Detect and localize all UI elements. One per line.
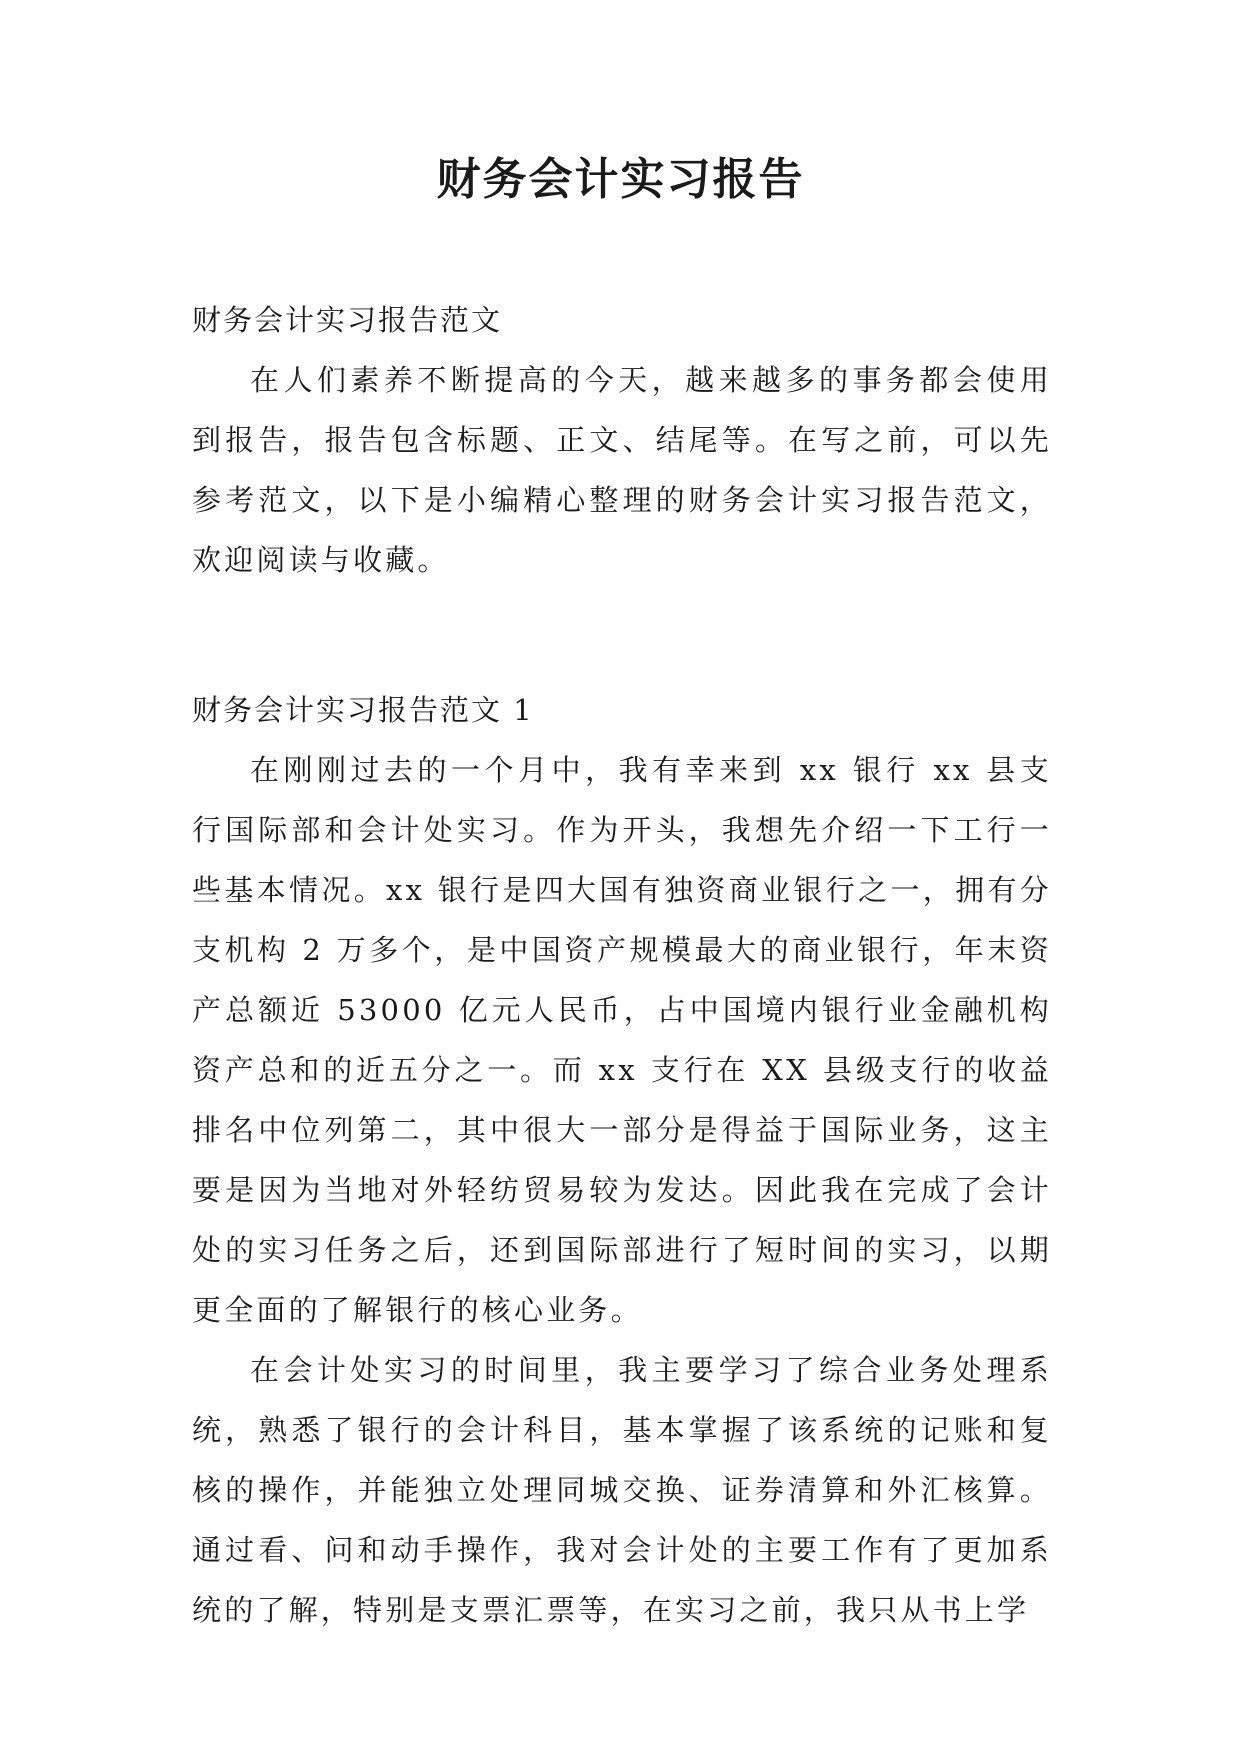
section1-paragraph-2: 在会计处实习的时间里，我主要学习了综合业务处理系统，熟悉了银行的会计科目，基本掌握了该系统的记账和复核的操作，并能独立处理同城交换、证券清算和外汇核算。通过看、问和动手操作，我对会计处的主要工作有了更加系统的了解，特别是支票汇票等，在实习之前，我只从书上学 (192, 1353, 1052, 1627)
section-spacer (192, 590, 1052, 680)
section1-paragraph-1: 在刚刚过去的一个月中，我有幸来到 xx 银行 xx 县支行国际部和会计处实习。作为开头，我想先介绍一下工行一些基本情况。xx 银行是四大国有独资商业银行之一，拥有分支机构 2 万多个，是中国资产规模最大的商业银行，年末资产总额近 53000 亿元人民币，占中国境内银行业金融机构资产总和的近五分之一。而 xx 支行在 XX 县级支行的收益排名中位列第二，其中很大一部分是得益于国际业务，这主要是因为当地对外轻纺贸易较为发达。因此我在完成了会计处的实习任务之后，还到国际部进行了短时间的实习，以期更全面的了解银行的核心业务。 (192, 753, 1052, 1327)
intro-heading: 财务会计实习报告范文 (192, 303, 503, 337)
document-body (192, 290, 1052, 1640)
document-title: 财务会计实习报告 (436, 154, 805, 205)
intro-paragraph: 在人们素养不断提高的今天，越来越多的事务都会使用到报告，报告包含标题、正文、结尾等。在写之前，可以先参考范文，以下是小编精心整理的财务会计实习报告范文，欢迎阅读与收藏。 (192, 363, 1052, 577)
section1-heading: 财务会计实习报告范文 1 (192, 693, 534, 727)
